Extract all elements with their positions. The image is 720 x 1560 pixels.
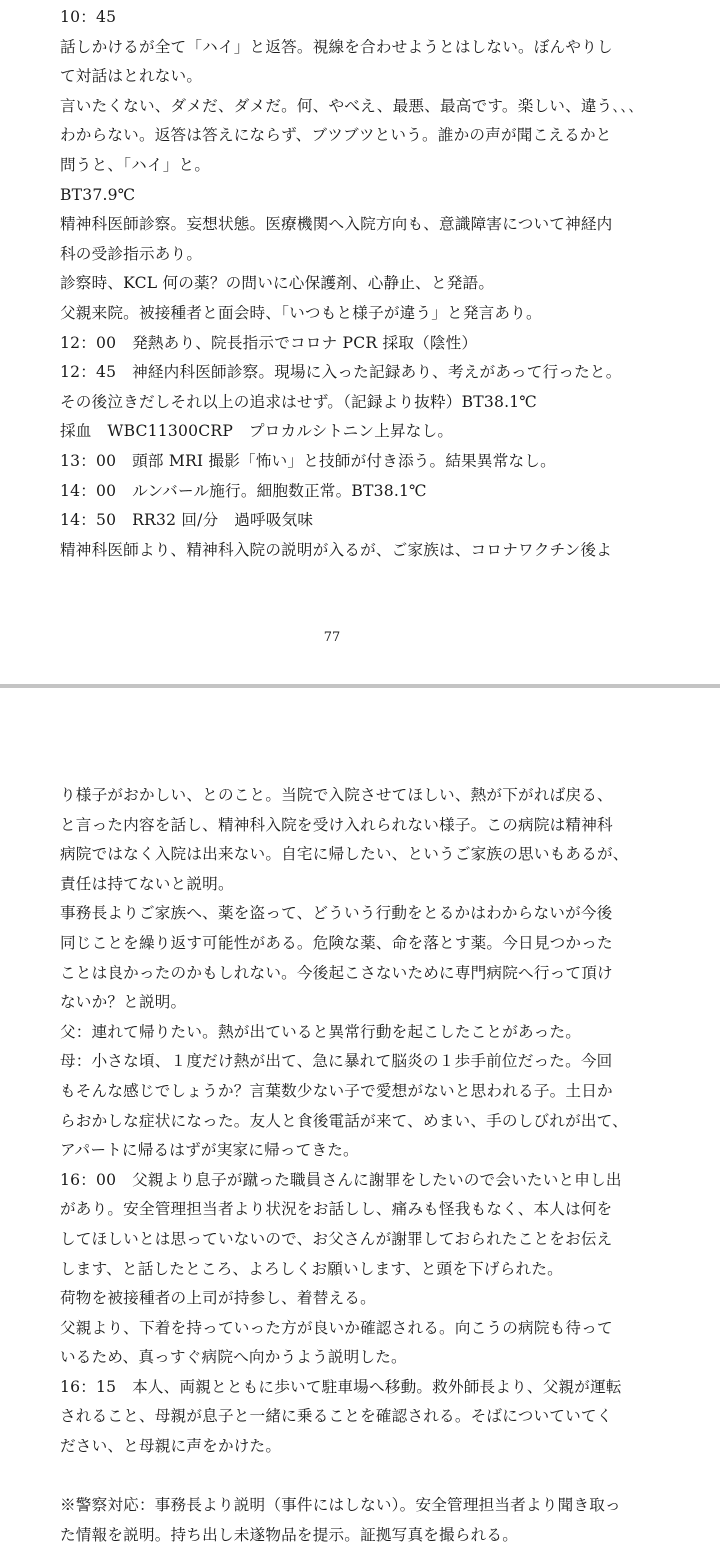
blank-line — [60, 1462, 664, 1492]
text-line: 父：連れて帰りたい。熱が出ていると異常行動を起こしたことがあった。 — [60, 1022, 582, 1041]
text-line: 採血 WBC11300CRP プロカルシトニン上昇なし。 — [60, 422, 454, 441]
text-line: ないか？と説明。 — [60, 993, 187, 1012]
text-line: らおかしな症状になった。友人と食後電話が来て、めまい、手のしびれが出て、 — [60, 1111, 628, 1130]
document-page-lower — [0, 690, 720, 1560]
text-line: 父親より、下着を持っていった方が良いか確認される。向こうの病院も待って — [60, 1318, 613, 1337]
text-line: 13：00 頭部 MRI 撮影「怖い」と技師が付き添う。結果異常なし。 — [60, 451, 556, 470]
text-line: 荷物を被接種者の上司が持参し、着替える。 — [60, 1289, 376, 1308]
text-line: り様子がおかしい、とのこと。当院で入院させてほしい、熱が下がれば戻る、 — [60, 786, 613, 804]
text-line: があり。安全管理担当者より状況をお話しし、痛みも怪我もなく、本人は何を — [60, 1200, 613, 1219]
text-line: 話しかけるが全て「ハイ」と返答。視線を合わせようとはしない。ぼんやりし — [60, 37, 613, 56]
text-line: その後泣きだしそれ以上の追求はせず。（記録より抜粋）BT38.1℃ — [60, 392, 538, 411]
text-line: た情報を説明。持ち出し未遂物品を提示。証拠写真を撮られる。 — [60, 1525, 519, 1544]
text-line: 母：小さな頃、１度だけ熱が出て、急に暴れて脳炎の１歩手前位だった。今回 — [60, 1052, 613, 1071]
text-line: ことは良かったのかもしれない。今後起こさないために専門病院へ行って頂け — [60, 963, 613, 982]
text-line: してほしいとは思っていないので、お父さんが謝罪しておられたことをお伝え — [60, 1229, 613, 1248]
text-line: 責任は持てないと説明。 — [60, 874, 234, 893]
text-line: もそんな感じでしょうか？言葉数少ない子で愛想がないと思われる子。土日か — [60, 1081, 613, 1100]
text-line: ※警察対応：事務長より説明（事件にはしない）。安全管理担当者より聞き取っ — [60, 1496, 621, 1515]
text-line: 14：50 RR32 回/分 過呼吸気味 — [60, 511, 314, 530]
text-line: 10：45 — [60, 8, 117, 26]
text-line: アパートに帰るはずが実家に帰ってきた。 — [60, 1141, 359, 1160]
text-line: 精神科医師診察。妄想状態。医療機関へ入院方向も、意識障害について神経内 — [60, 215, 613, 234]
text-line: します、と話したところ、よろしくお願いします、と頭を下げられた。 — [60, 1259, 563, 1278]
text-line: 12：45 神経内科医師診察。現場に入った記録あり、考えがあって行ったと。 — [60, 363, 622, 382]
text-line: 問うと、「ハイ」と。 — [60, 155, 211, 174]
text-line: されること、母親が息子と一緒に乗ることを確認される。そばについていてく — [60, 1407, 613, 1426]
text-line: 12：00 発熱あり、院長指示でコロナ PCR 採取（陰性） — [60, 333, 478, 352]
upper-page-text — [60, 3, 664, 565]
text-line: 14：00 ルンバール施行。細胞数正常。BT38.1℃ — [60, 481, 427, 500]
text-line: 事務長よりご家族へ、薬を盗って、どういう行動をとるかはわからないが今後 — [60, 904, 613, 923]
text-line: わからない。返答は答えにならず、ブツブツという。誰かの声が聞こえるかと — [60, 126, 612, 145]
text-line: 言いたくない、ダメだ、ダメだ。何、やべえ、最悪、最高です。楽しい、違う､､､ — [60, 96, 637, 115]
text-line: 病院ではなく入院は出来ない。自宅に帰したい、というご家族の思いもあるが、 — [60, 845, 629, 864]
text-line: 診察時、KCL 何の薬？の問いに心保護剤、心静止、と発語。 — [60, 274, 495, 293]
text-line: いるため、真っすぐ病院へ向かうよう説明した。 — [60, 1348, 407, 1367]
text-line: 同じことを繰り返す可能性がある。危険な薬、命を落とす薬。今日見つかった — [60, 933, 613, 952]
text-line: BT37.9℃ — [60, 185, 136, 204]
page-number: 77 — [323, 630, 341, 645]
text-line: ださい、と母親に声をかけた。 — [60, 1437, 282, 1456]
lower-page-text — [60, 781, 664, 1550]
text-line: と言った内容を話し、精神科入院を受け入れられない様子。この病院は精神科 — [60, 815, 613, 834]
text-line: 精神科医師より、精神科入院の説明が入るが、ご家族は、コロナワクチン後よ — [60, 540, 613, 559]
page-divider — [0, 684, 720, 688]
document-page-upper — [0, 0, 720, 684]
text-line: 父親来院。被接種者と面会時、｢いつもと様子が違う」と発言あり。 — [60, 303, 542, 322]
text-line: 16：15 本人、両親とともに歩いて駐車場へ移動。救外師長より、父親が運転 — [60, 1377, 622, 1396]
text-line: て対話はとれない。 — [60, 67, 203, 86]
text-line: 科の受診指示あり。 — [60, 244, 203, 263]
text-line: 16：00 父親より息子が蹴った職員さんに謝罪をしたいので会いたいと申し出 — [60, 1170, 622, 1189]
